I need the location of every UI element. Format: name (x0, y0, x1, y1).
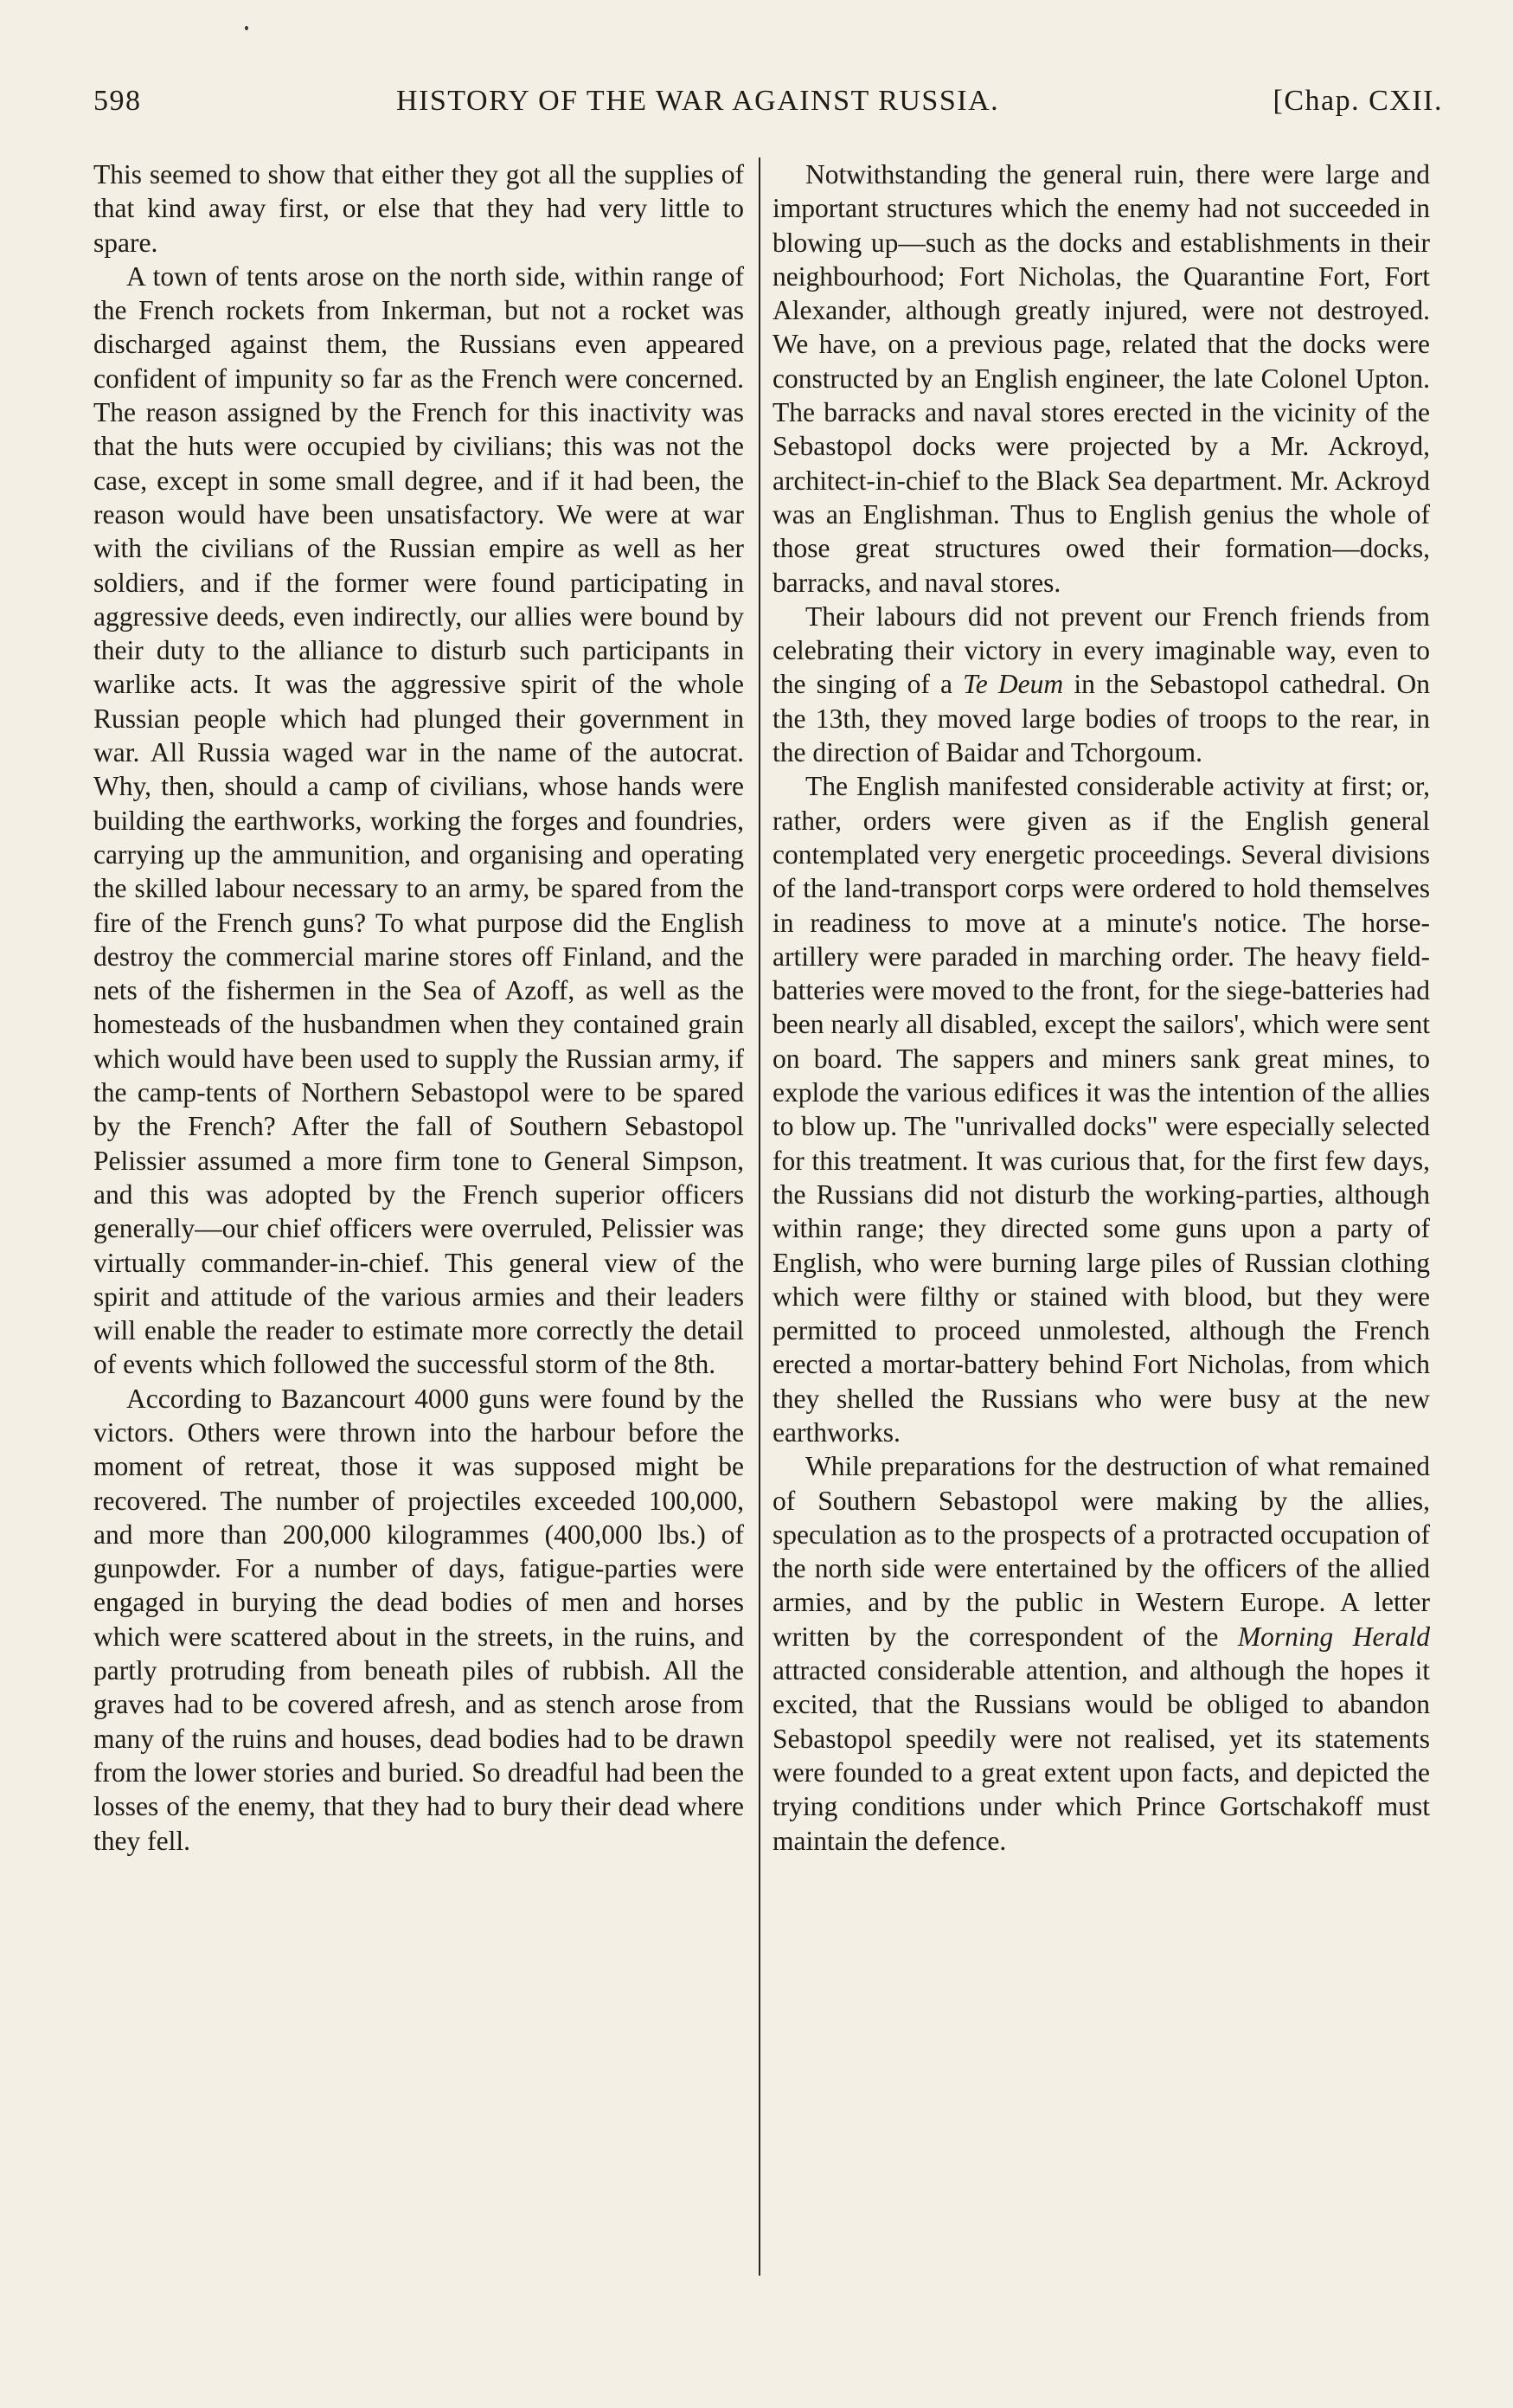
right-text-column (773, 157, 1430, 1858)
paragraph-text: A town of tents arose on the north side, within range of the French rockets from Inkerman, but not a rocket was discharged against them, the Russians even appeared confident of impunity so far as the French were concerned. The reason assigned by the French for this inactivity was that the huts were occupied by civilians; this was not the case, except in some small degree, and if it had been, the reason would have been unsatisfactory. We were at war with the civilians of the Russian empire as well as her soldiers, and if the former were found participating in aggressive deeds, even indirectly, our allies were bound by their duty to the alliance to disturb such participants in warlike acts. It was the aggressive spirit of the whole Russian people which had plunged their government in war. All Russia waged war in the name of the autocrat. Why, then, should a camp of civilians, whose hands were building the earthworks, working the forges and foundries, carrying up the ammunition, and organising and operating the skilled labour necessary to an army, be spared from the fire of the French guns? To what purpose did the English destroy the commercial marine stores off Finland, and the nets of the fishermen in the Sea of Azoff, as well as the homesteads of the husbandmen when they contained grain which would have been used to supply the Russian army, if the camp-tents of Northern Sebastopol were to be spared by the French? After the fall of Southern Sebastopol Pelissier assumed a more firm tone to General Simpson, and this was adopted by the French superior officers generally—our chief officers were overruled, Pelissier was virtually commander-in-chief. This general view of the spirit and attitude of the various armies and their leaders will enable the reader to estimate more correctly the detail of events which followed the successful storm of the 8th. (93, 260, 744, 1380)
paragraph (773, 769, 1430, 1449)
paragraph (93, 1382, 744, 1858)
running-title: HISTORY OF THE WAR AGAINST RUSSIA. (396, 85, 1000, 117)
paragraph-text: According to Bazancourt 4000 guns were found by the victors. Others were thrown into the harbour before the moment of retreat, those it was supposed might be recovered. The number of projectiles exceeded 100,000, and more than 200,000 kilogrammes (400,000 lbs.) of gunpowder. For a number of days, fatigue-parties were engaged in burying the dead bodies of men and horses which were scattered about in the streets, in the ruins, and partly protruding from beneath piles of rubbish. All the graves had to be covered afresh, and as stench arose from many of the ruins and houses, dead bodies had to be drawn from the lower stories and buried. So dreadful had been the losses of the enemy, that they had to bury their dead where they fell. (93, 1383, 744, 1856)
italic-title-text: Te Deum (963, 669, 1064, 700)
paragraph-text: in the Sebastopol cathedral. On the 13th, they moved large bodies of troops to the rear, in the direction of Baidar and Tchorgoum. (773, 669, 1431, 768)
paragraph-text: Their labours did not prevent our French friends from celebrating their victory in every imaginable way, even to the singing of a (773, 600, 1430, 700)
paragraph (93, 157, 744, 260)
running-header (93, 85, 1443, 137)
paragraph-text: attracted considerable attention, and although the hopes it excited, that the Russians would be obliged to abandon Sebastopol speedily were not realised, yet its statements were founded to a great extent upon facts, and depicted the trying conditions under which Prince Gortschakoff must maintain the defence. (773, 1655, 1430, 1856)
column-divider-rule (759, 157, 760, 2276)
paragraph (773, 600, 1430, 769)
left-text-column (93, 157, 744, 1858)
print-speck (245, 26, 248, 30)
paragraph-text: While preparations for the destruction of what remained of Southern Sebastopol were making by the allies, speculation as to the prospects of a protracted occupation of the north side were entertained by the officers of the allied armies, and by the public in Western Europe. A letter written by the correspondent of the (773, 1451, 1430, 1652)
paragraph-text: This seemed to show that either they got all the supplies of that kind away first, or else that they had very little to spare. (93, 159, 744, 258)
page-number: 598 (93, 85, 142, 117)
chapter-reference: [Chap. CXII. (1273, 85, 1443, 117)
paragraph-text: Notwithstanding the general ruin, there were large and important structures which the enemy had not succeeded in blowing up—such as the docks and establishments in their neighbourhood; Fort Nicholas, the Quarantine Fort, Fort Alexander, although greatly injured, were not destroyed. We have, on a previous page, related that the docks were constructed by an English engineer, the late Colonel Upton. The barracks and naval stores erected in the vicinity of the Sebastopol docks were projected by a Mr. Ackroyd, architect-in-chief to the Black Sea department. Mr. Ackroyd was an Englishman. Thus to English genius the whole of those great structures owed their formation—docks, barracks, and naval stores. (773, 159, 1430, 598)
paragraph (93, 260, 744, 1382)
italic-title-text: Morning Herald (1237, 1621, 1430, 1652)
paragraph (773, 1449, 1430, 1858)
paragraph-text: The English manifested considerable activity at first; or, rather, orders were given as if the English general contemplated very energetic proceedings. Several divisions of the land-transport corps were ordered to hold themselves in readiness to move at a minute's notice. The horse-artillery were paraded in marching order. The heavy field-batteries were moved to the front, for the siege-batteries had been nearly all disabled, except the sailors', which were sent on board. The sappers and miners sank great mines, to explode the various edifices it was the intention of the allies to blow up. The "unrivalled docks" were especially selected for this treatment. It was curious that, for the first few days, the Russians did not disturb the working-parties, although within range; they directed some guns upon a party of English, who were burning large piles of Russian clothing which were filthy or stained with blood, but they were permitted to proceed unmolested, although the French erected a mortar-battery behind Fort Nicholas, from which they shelled the Russians who were busy at the new earthworks. (773, 771, 1430, 1448)
paragraph (773, 157, 1430, 600)
